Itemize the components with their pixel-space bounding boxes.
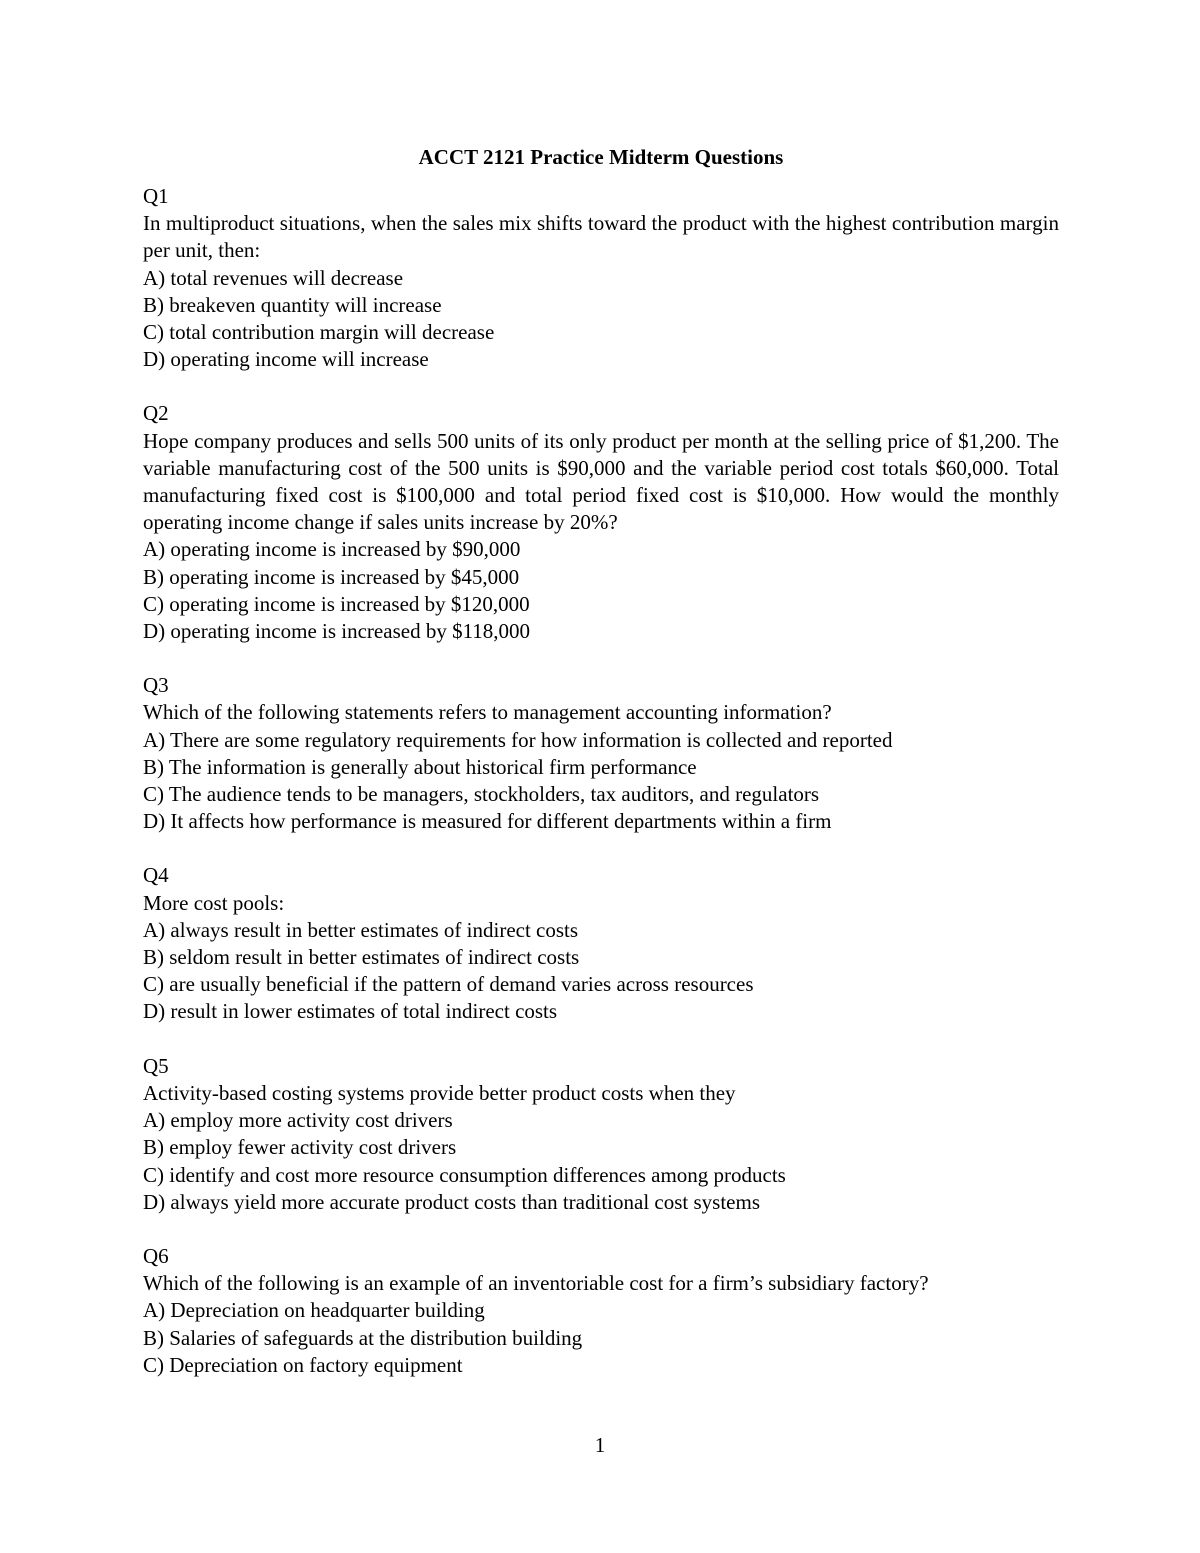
question-number: Q1 (143, 184, 169, 208)
question-1 (143, 183, 1059, 373)
answer-option: D) always yield more accurate product costs than traditional cost systems (143, 1189, 760, 1214)
question-stem: Activity-based costing systems provide better product costs when they (143, 1080, 736, 1105)
question-2 (143, 400, 1059, 645)
answer-option: C) total contribution margin will decrease (143, 320, 495, 345)
question-stem: More cost pools: (143, 890, 285, 915)
answer-option: A) always result in better estimates of indirect costs (143, 917, 579, 942)
answer-option: B) breakeven quantity will increase (143, 292, 442, 317)
question-number: Q6 (143, 1243, 169, 1268)
answer-option: B) Salaries of safeguards at the distribution building (143, 1325, 583, 1350)
answer-option: D) result in lower estimates of total indirect costs (143, 999, 558, 1024)
question-number: Q3 (143, 673, 169, 698)
answer-option: A) operating income is increased by $90,000 (143, 537, 521, 562)
answer-option: C) Depreciation on factory equipment (143, 1352, 463, 1377)
question-5 (143, 1053, 1059, 1216)
question-stem: Hope company produces and sells 500 units of its only product per month at the selling price of $1,200. The variable manufacturing cost of the 500 units is $90,000 and the variable period cost totals $60,000. Total manufacturing fixed cost is $100,000 and total period fixed cost is $10,000. How would the monthly operating income change if sales units increase by 20%? (143, 428, 1059, 535)
question-6 (143, 1243, 1059, 1379)
answer-option: B) seldom result in better estimates of indirect costs (143, 945, 580, 970)
question-number: Q2 (143, 401, 169, 426)
answer-option: C) identify and cost more resource consumption differences among products (143, 1162, 786, 1187)
question-3 (143, 672, 1059, 835)
document-page (143, 140, 1059, 1406)
answer-option: C) operating income is increased by $120,000 (143, 591, 530, 616)
page-number: 1 (594, 1433, 606, 1457)
question-4 (143, 862, 1059, 1025)
answer-option: B) operating income is increased by $45,000 (143, 564, 520, 589)
answer-option: D) It affects how performance is measured for different departments within a firm (143, 809, 832, 834)
page-title: ACCT 2121 Practice Midterm Questions (418, 145, 784, 169)
answer-option: D) operating income is increased by $118,000 (143, 619, 531, 644)
answer-option: D) operating income will increase (143, 347, 429, 372)
answer-option: A) total revenues will decrease (143, 265, 404, 290)
answer-option: A) There are some regulatory requirements for how information is collected and reported (143, 727, 893, 752)
question-stem: In multiproduct situations, when the sales mix shifts toward the product with the highest contribution margin per unit, then: (143, 211, 1059, 263)
question-stem: Which of the following is an example of an inventoriable cost for a firm’s subsidiary factory? (143, 1271, 929, 1296)
answer-option: A) Depreciation on headquarter building (143, 1298, 485, 1323)
question-stem: Which of the following statements refers to management accounting information? (143, 700, 832, 725)
answer-option: C) are usually beneficial if the pattern of demand varies across resources (143, 972, 754, 997)
question-number: Q4 (143, 863, 169, 888)
answer-option: B) The information is generally about historical firm performance (143, 754, 697, 779)
question-number: Q5 (143, 1053, 169, 1078)
answer-option: A) employ more activity cost drivers (143, 1108, 453, 1133)
answer-option: B) employ fewer activity cost drivers (143, 1135, 457, 1160)
answer-option: C) The audience tends to be managers, stockholders, tax auditors, and regulators (143, 782, 820, 807)
